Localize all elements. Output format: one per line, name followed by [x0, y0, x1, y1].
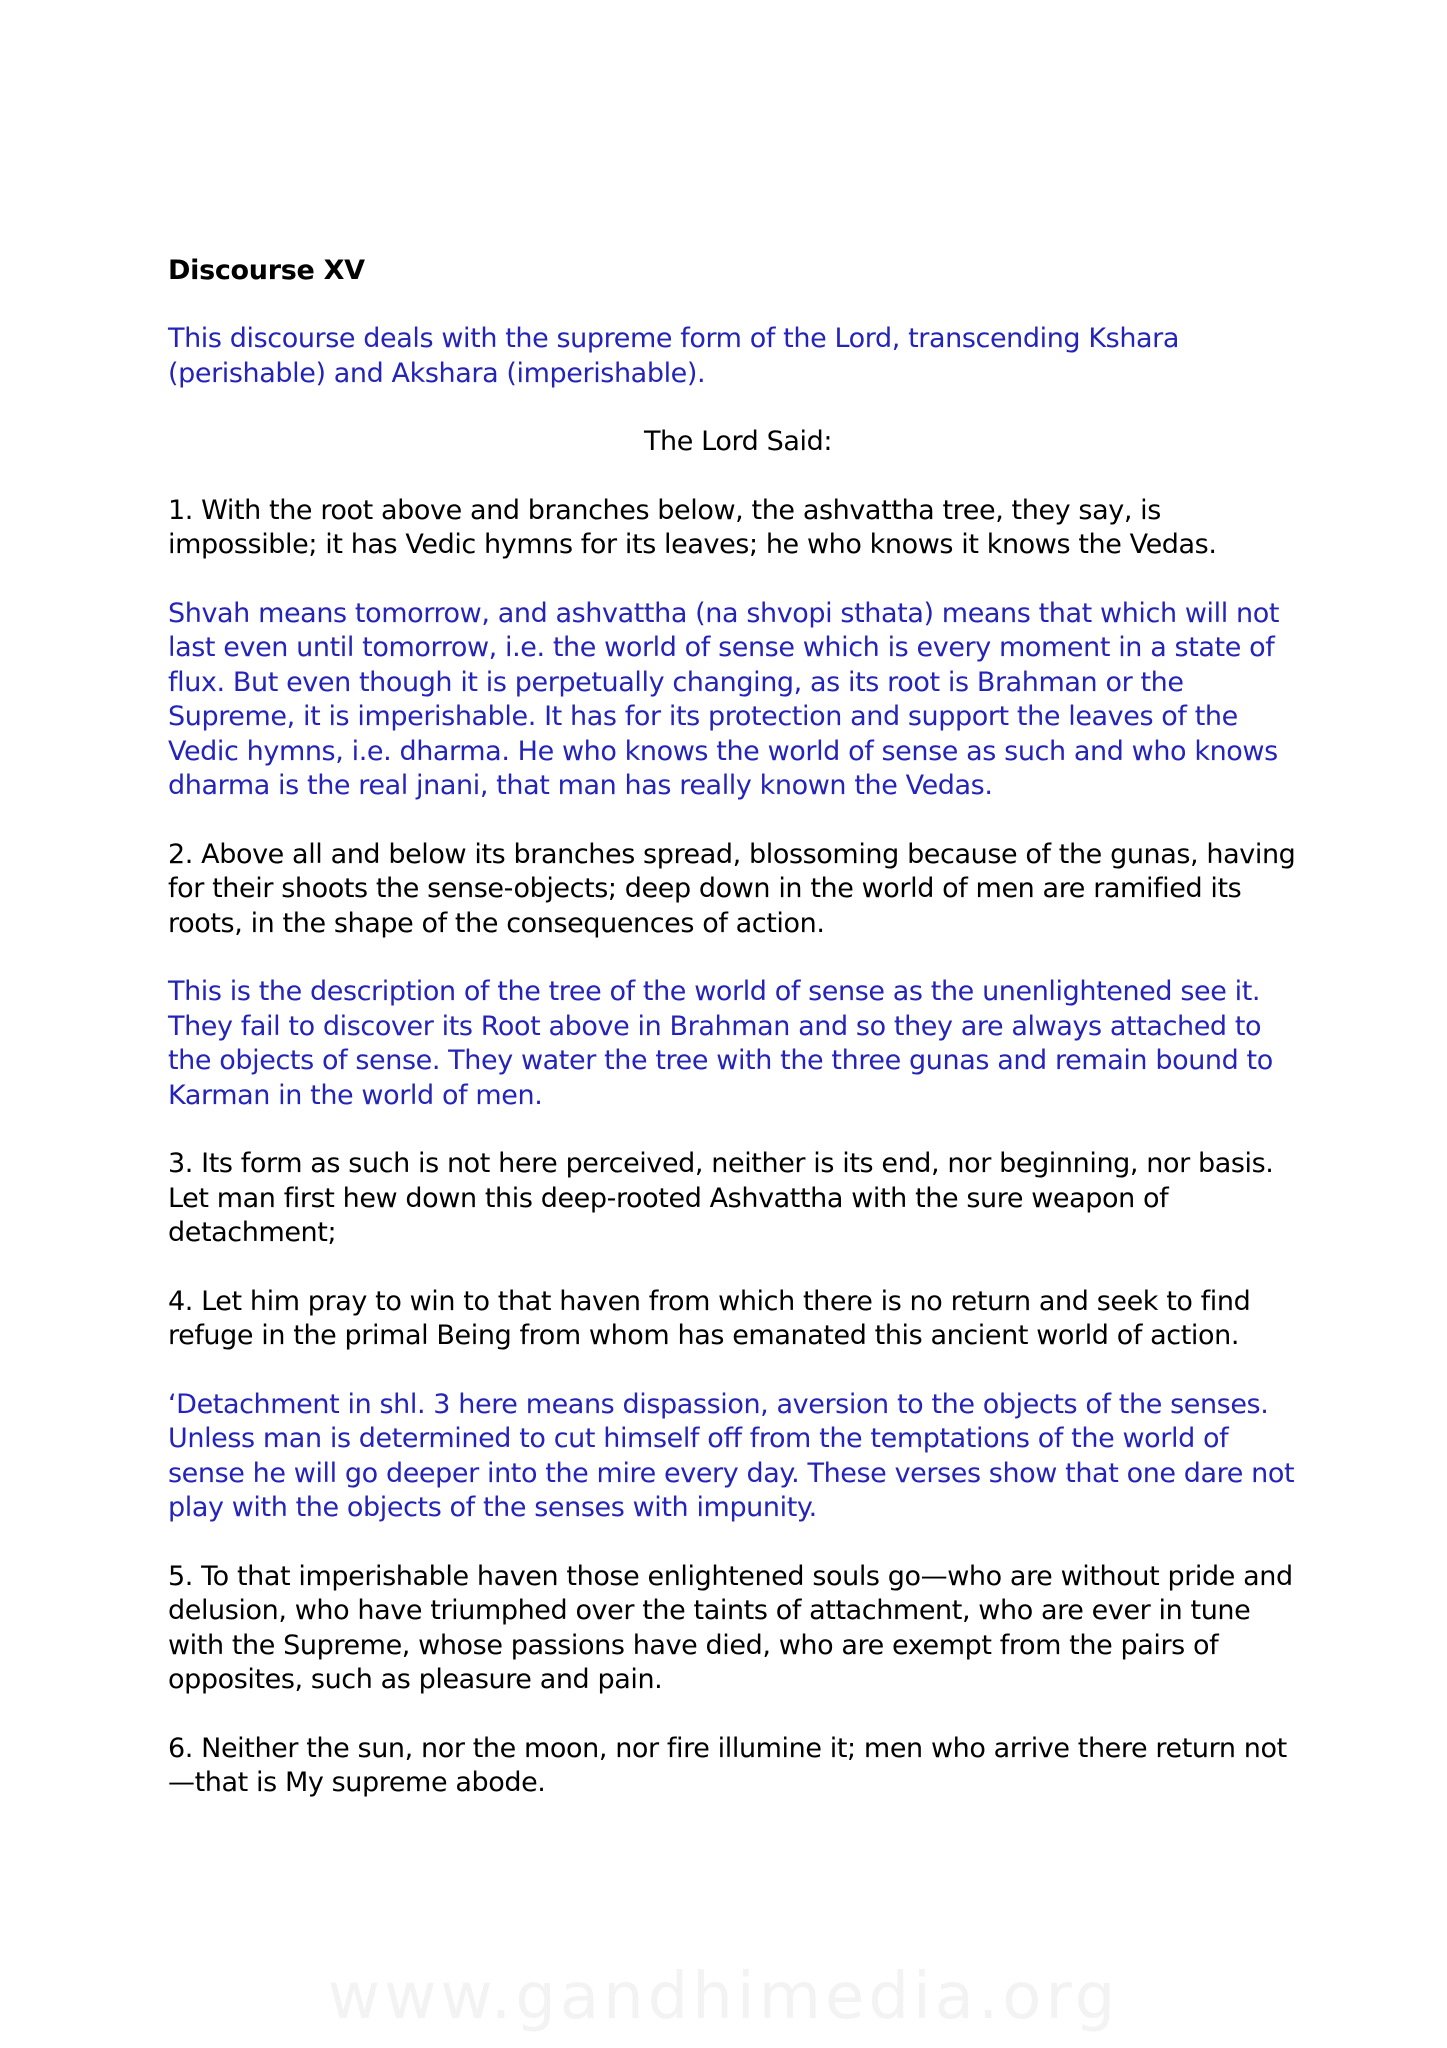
lord-said-line: The Lord Said: [643, 426, 833, 457]
discourse-title: Discourse XV [168, 255, 365, 286]
commentary-verse-2: This is the description of the tree of the world of sense as the unenlightened see it. They fail to discover its Root above in Brahman and so they are always attached to the objects of sense. They water the tree with the three gunas and remain bound to Karman in the world of men. [168, 976, 1273, 1111]
verse-2: 2. Above all and below its branches spread, blossoming because of the gunas, having for their shoots the sense-objects; deep down in the world of men are ramified its roots, in the shape of the consequences of action. [168, 838, 1296, 939]
watermark: www.gandhimedia.org [327, 1960, 1120, 2034]
verse-5: 5. To that imperishable haven those enlightened souls go—who are without pride and delusion, who have triumphed over the taints of attachment, who are ever in tune with the Supreme, whose passions have died, who are exempt from the pairs of opposites, such as pleasure and pain. [168, 1560, 1293, 1695]
commentary-verse-1: Shvah means tomorrow, and ashvattha (na shvopi sthata) means that which will not last even until tomorrow, i.e. the world of sense which is every moment in a state of flux. But even though it is perpetually changing, as its root is Brahman or the Supreme, it is imperishable. It has for its protection and support the leaves of the Vedic hymns, i.e. dharma. He who knows the world of sense as such and who knows dharma is the real jnani, that man has really known the Vedas. [168, 597, 1280, 801]
intro-commentary: This discourse deals with the supreme form of the Lord, transcending Kshara (perishable) and Akshara (imperishable). [168, 323, 1180, 389]
verse-4: 4. Let him pray to win to that haven from which there is no return and seek to find refuge in the primal Being from whom has emanated this ancient world of action. [168, 1285, 1251, 1351]
commentary-verses-3-4: ‘Detachment in shl. 3 here means dispassion, aversion to the objects of the senses. Unless man is determined to cut himself off from the temptations of the world of sense he will go deeper into the mire every day. These verses show that one dare not play with the objects of the senses with impunity. [168, 1388, 1295, 1523]
verse-6: 6. Neither the sun, nor the moon, nor fire illumine it; men who arrive there return not—that is My supreme abode. [168, 1732, 1287, 1798]
document-page [168, 254, 1308, 1835]
verse-1: 1. With the root above and branches below, the ashvattha tree, they say, is impossible; it has Vedic hymns for its leaves; he who knows it knows the Vedas. [168, 494, 1217, 560]
verse-3: 3. Its form as such is not here perceived, neither is its end, nor beginning, nor basis. Let man first hew down this deep-rooted Ashvattha with the sure weapon of detachment; [168, 1148, 1274, 1248]
